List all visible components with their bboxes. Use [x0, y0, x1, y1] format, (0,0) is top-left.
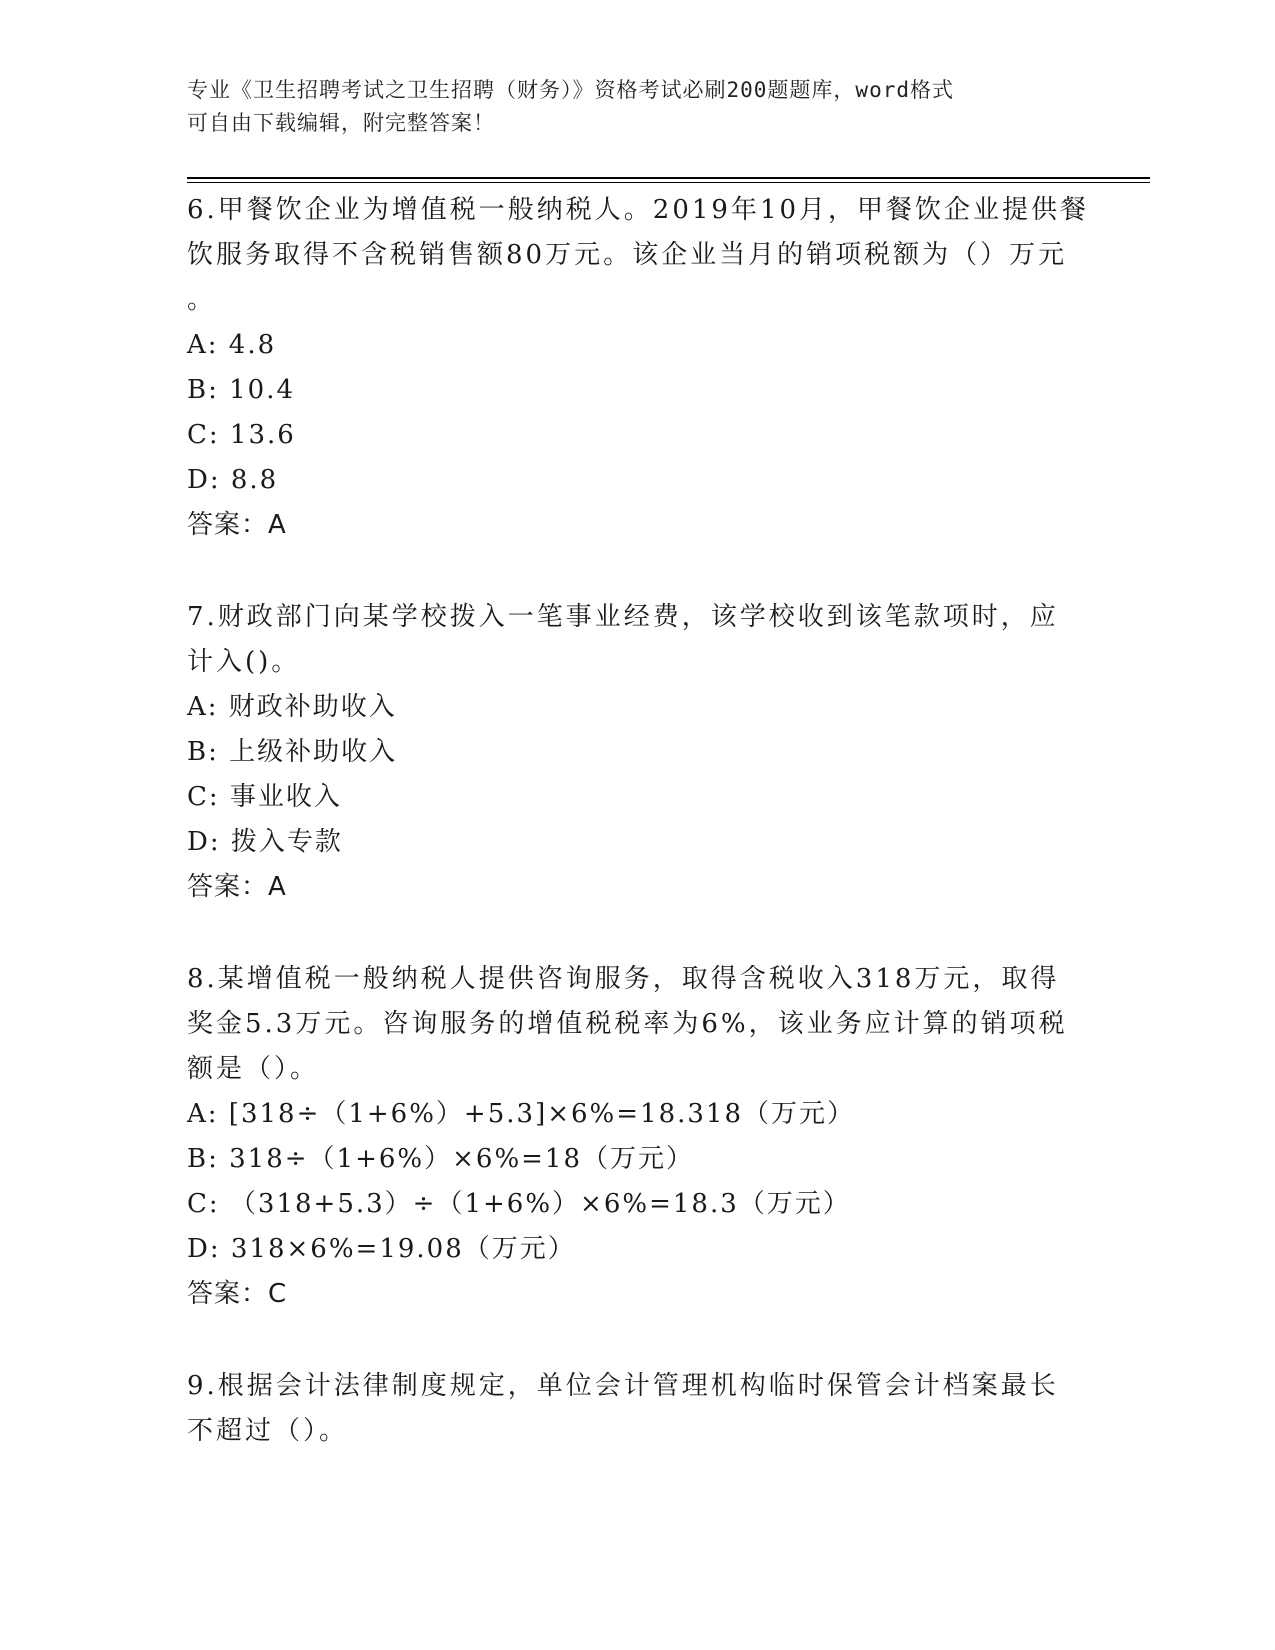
question-stem	[187, 188, 1090, 323]
option-c: C: 事业收入	[187, 782, 342, 812]
question-stem-line: 6.甲餐饮企业为增值税一般纳税人。2019年10月，甲餐饮企业提供餐	[187, 195, 1090, 225]
option-d: D: 8.8	[187, 465, 279, 495]
header-title-line-1: 专业《卫生招聘考试之卫生招聘（财务）》资格考试必刷200题题库，word格式	[187, 78, 954, 102]
header-divider-thick	[187, 177, 1150, 179]
question-list	[187, 188, 1090, 1454]
question-8	[187, 957, 1077, 1317]
answer: 答案：A	[187, 510, 287, 540]
question-stem	[187, 595, 1077, 685]
option-a: A: [318÷（1+6%）+5.3]×6%=18.318（万元）	[187, 1099, 855, 1129]
option-a: A: 4.8	[187, 330, 277, 360]
question-stem-line: 计入()。	[187, 647, 301, 677]
header-title-line-2: 可自由下载编辑，附完整答案！	[187, 111, 495, 135]
question-stem-line: 奖金5.3万元。咨询服务的增值税税率为6%，该业务应计算的销项税	[187, 1009, 1068, 1039]
question-stem	[187, 1364, 1077, 1454]
question-spacer	[187, 548, 1077, 595]
option-c: C: （318+5.3）÷（1+6%）×6%=18.3（万元）	[187, 1189, 851, 1219]
document-header	[187, 74, 1067, 140]
question-6	[187, 188, 1090, 548]
option-b: B: 10.4	[187, 375, 296, 405]
question-stem	[187, 957, 1077, 1092]
option-b: B: 上级补助收入	[187, 737, 398, 767]
question-stem-line: 7.财政部门向某学校拨入一笔事业经费，该学校收到该笔款项时，应	[187, 602, 1059, 632]
question-spacer	[187, 1317, 1077, 1364]
question-stem-line: 8.某增值税一般纳税人提供咨询服务，取得含税收入318万元，取得	[187, 964, 1060, 994]
question-stem-line: 额是（）。	[187, 1054, 320, 1084]
option-b: B: 318÷（1+6%）×6%=18（万元）	[187, 1144, 695, 1174]
question-7	[187, 595, 1077, 910]
question-stem-line: 。	[187, 285, 217, 315]
option-d: D: 拨入专款	[187, 827, 343, 857]
question-spacer	[187, 910, 1077, 957]
question-stem-line: 不超过（）。	[187, 1416, 349, 1446]
question-9	[187, 1364, 1077, 1454]
option-a: A: 财政补助收入	[187, 692, 397, 722]
answer: 答案：A	[187, 872, 287, 902]
option-d: D: 318×6%=19.08（万元）	[187, 1234, 576, 1264]
answer: 答案：C	[187, 1279, 288, 1309]
question-stem-line: 9.根据会计法律制度规定，单位会计管理机构临时保管会计档案最长	[187, 1371, 1059, 1401]
option-c: C: 13.6	[187, 420, 296, 450]
header-divider-thin	[187, 182, 1150, 183]
question-stem-line: 饮服务取得不含税销售额80万元。该企业当月的销项税额为（）万元	[187, 240, 1068, 270]
